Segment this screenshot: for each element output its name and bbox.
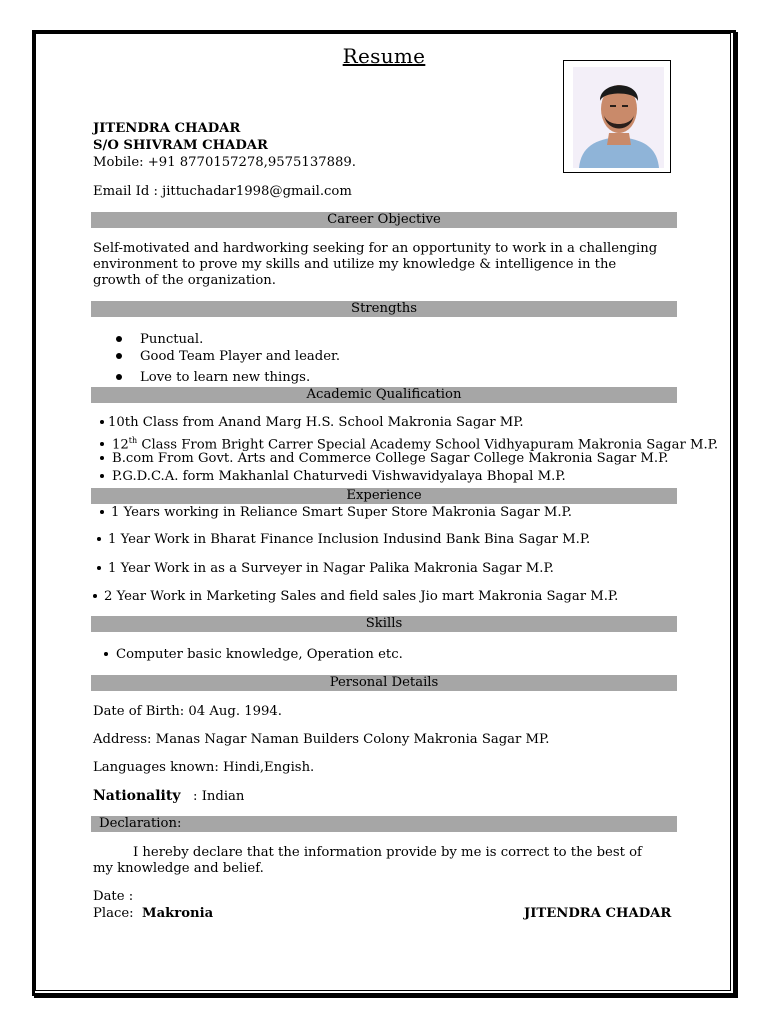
address: Address: Manas Nagar Naman Builders Colony Makronia Sagar MP. — [93, 732, 550, 747]
list-item: 12th Class From Bright Carrer Special Academy School Vidhyapuram Makronia Sagar M.P. — [100, 433, 718, 453]
person-portrait-icon — [573, 67, 664, 168]
place-label: Place: — [93, 906, 142, 921]
bullet-icon — [97, 566, 101, 570]
bullet-icon — [100, 510, 104, 514]
bullet-icon — [97, 537, 101, 541]
father-name: S/O SHIVRAM CHADAR — [93, 138, 268, 153]
nationality-value: : Indian — [180, 789, 245, 804]
bullet-icon — [100, 442, 104, 446]
bullet-icon — [104, 652, 108, 656]
signature-name: JITENDRA CHADAR — [524, 906, 672, 921]
date-line: Date : — [93, 889, 134, 904]
list-item: 1 Year Work in as a Surveyer in Nagar Palika Makronia Sagar M.P. — [97, 561, 554, 577]
bullet-icon — [93, 594, 97, 598]
email-address: Email Id : jittuchadar1998@gmail.com — [93, 184, 352, 199]
section-header-declaration: Declaration: — [91, 816, 677, 832]
career-objective-text: Self-motivated and hardworking seeking for an opportunity to work in a challenging environment to prove my skills and utilize my knowledge & intelligence in the growth of the organization. — [93, 241, 658, 288]
list-item: P.G.D.C.A. form Makhanlal Chaturvedi Vishwavidyalaya Bhopal M.P. — [100, 469, 566, 485]
profile-photo — [563, 60, 671, 173]
bullet-icon — [100, 474, 104, 478]
bullet-icon — [116, 374, 122, 380]
declaration-text: I hereby declare that the information provide by me is correct to the best of my knowledge and belief. — [93, 845, 642, 876]
list-item: Punctual. — [116, 332, 203, 348]
bullet-icon — [100, 420, 104, 424]
mobile-number: Mobile: +91 8770157278,9575137889. — [93, 155, 356, 170]
place-line — [93, 906, 213, 922]
section-header-academic: Academic Qualification — [91, 387, 677, 403]
bullet-icon — [116, 353, 122, 359]
date-of-birth: Date of Birth: 04 Aug. 1994. — [93, 704, 282, 719]
list-item: 2 Year Work in Marketing Sales and field sales Jio mart Makronia Sagar M.P. — [93, 589, 618, 605]
section-header-experience: Experience — [91, 488, 677, 504]
nationality — [93, 788, 244, 805]
list-item: Computer basic knowledge, Operation etc. — [104, 647, 403, 663]
bullet-icon — [116, 336, 122, 342]
section-header-personal-details: Personal Details — [91, 675, 677, 691]
profile-photo-image — [573, 67, 664, 168]
section-header-career-objective: Career Objective — [91, 212, 677, 228]
nationality-label: Nationality — [93, 788, 181, 804]
place-value: Makronia — [141, 906, 214, 921]
list-item: B.com From Govt. Arts and Commerce College Sagar College Makronia Sagar M.P. — [100, 451, 668, 467]
list-item: 10th Class from Anand Marg H.S. School Makronia Sagar MP. — [100, 415, 524, 431]
list-item: 1 Years working in Reliance Smart Super Store Makronia Sagar M.P. — [100, 505, 572, 521]
list-item: Good Team Player and leader. — [116, 349, 340, 365]
list-item: 1 Year Work in Bharat Finance Inclusion Indusind Bank Bina Sagar M.P. — [97, 532, 590, 548]
bullet-icon — [100, 456, 104, 460]
page-title: Resume — [342, 44, 426, 68]
languages-known: Languages known: Hindi,Engish. — [93, 760, 315, 775]
list-item: Love to learn new things. — [116, 370, 310, 386]
section-header-skills: Skills — [91, 616, 677, 632]
applicant-name: JITENDRA CHADAR — [93, 121, 241, 136]
section-header-strengths: Strengths — [91, 301, 677, 317]
